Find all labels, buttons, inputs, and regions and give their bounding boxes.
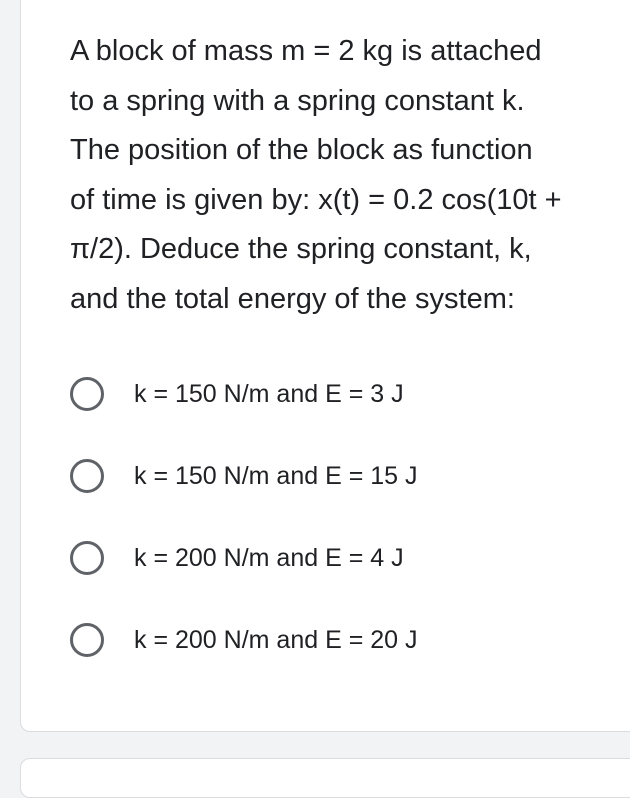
option-label: k = 150 N/m and E = 3 J [134,379,404,408]
radio-button-icon[interactable] [70,377,104,411]
radio-button-icon[interactable] [70,541,104,575]
answer-options [70,372,418,700]
radio-button-icon[interactable] [70,623,104,657]
question-text: A block of mass m = 2 kg is attached to a spring with a spring constant k. The position of the block as function of time is given by: x(t) = 0.2 cos(10t + π/2). Deduce the spring constant, k, and the total energy of the system: [70,35,562,315]
option-label: k = 150 N/m and E = 15 J [134,461,418,490]
option-1[interactable] [70,372,418,416]
radio-button-icon[interactable] [70,459,104,493]
next-question-card [20,758,630,798]
option-3[interactable] [70,536,418,580]
option-4[interactable] [70,618,418,662]
option-label: k = 200 N/m and E = 20 J [134,625,418,654]
option-2[interactable] [70,454,418,498]
option-label: k = 200 N/m and E = 4 J [134,543,404,572]
